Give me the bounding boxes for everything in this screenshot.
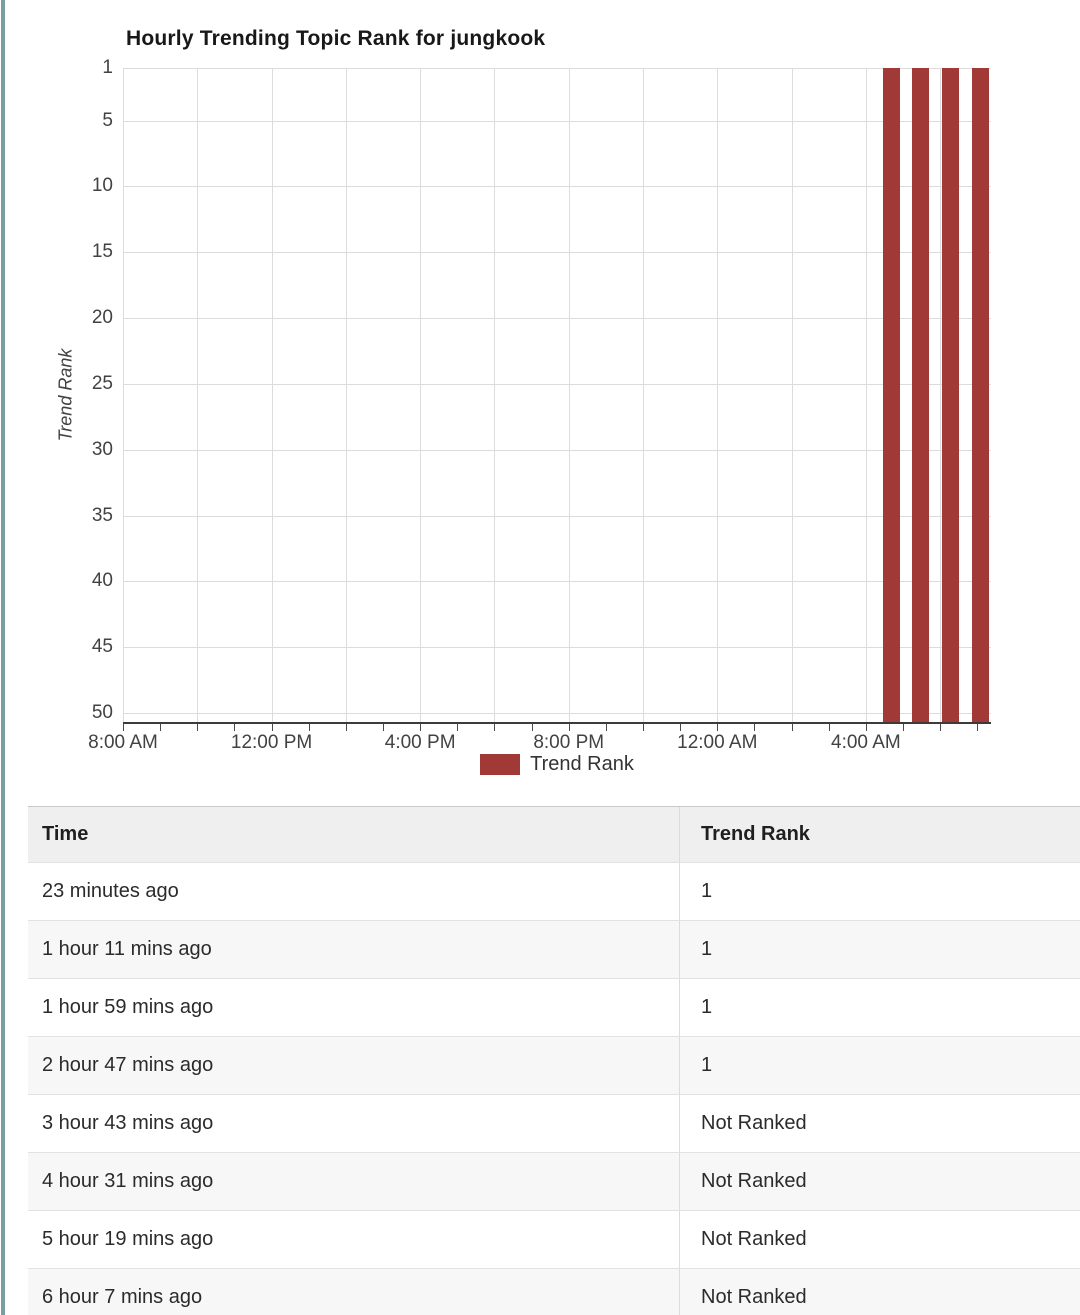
horizontal-gridline xyxy=(123,121,991,122)
vertical-gridline xyxy=(643,68,644,722)
y-axis-tick-label: 1 xyxy=(102,57,113,78)
x-axis-tick-label: 8:00 PM xyxy=(533,732,605,753)
horizontal-gridline xyxy=(123,647,991,648)
table-cell-time: 6 hour 7 mins ago xyxy=(42,1286,203,1308)
trend-rank-table xyxy=(28,806,1080,1315)
x-axis-tick-mark xyxy=(717,724,718,731)
horizontal-gridline xyxy=(123,384,991,385)
table-cell-trend-rank: Not Ranked xyxy=(679,1095,1080,1152)
table-row xyxy=(28,979,1080,1037)
table-cell-trend-rank: 1 xyxy=(679,863,1080,920)
y-axis-tick-label: 10 xyxy=(91,175,113,197)
chart-legend[interactable] xyxy=(123,753,991,776)
y-axis-tick-label: 5 xyxy=(102,109,113,131)
trend-rank-bar[interactable] xyxy=(972,68,989,722)
x-axis-tick-mark xyxy=(160,724,161,731)
x-axis-tick-mark xyxy=(494,724,495,731)
table-row xyxy=(28,863,1080,921)
x-axis-tick-mark xyxy=(754,724,755,731)
vertical-gridline xyxy=(420,68,421,722)
y-axis-tick-label: 50 xyxy=(91,701,113,723)
vertical-gridline xyxy=(569,68,570,722)
vertical-gridline xyxy=(123,68,124,722)
table-cell-time: 3 hour 43 mins ago xyxy=(42,1112,214,1134)
x-axis-tick-mark xyxy=(346,724,347,731)
y-axis-tick-label: 45 xyxy=(91,636,113,658)
horizontal-gridline xyxy=(123,186,991,187)
x-axis-tick-label: 12:00 AM xyxy=(677,732,758,753)
y-axis-tick-label: 35 xyxy=(91,504,113,526)
table-header-time: Time xyxy=(42,823,89,845)
horizontal-gridline xyxy=(123,68,991,69)
y-axis-tick-label: 20 xyxy=(91,307,113,329)
vertical-gridline xyxy=(494,68,495,722)
table-row xyxy=(28,1037,1080,1095)
x-axis-tick-mark xyxy=(569,724,570,731)
horizontal-gridline xyxy=(123,713,991,714)
y-axis-tick-label: 40 xyxy=(91,570,113,592)
x-axis-tick-mark xyxy=(234,724,235,731)
x-axis-tick-mark xyxy=(606,724,607,731)
vertical-gridline xyxy=(197,68,198,722)
table-cell-trend-rank: 1 xyxy=(679,979,1080,1036)
table-cell-trend-rank: Not Ranked xyxy=(679,1211,1080,1268)
table-cell-time: 2 hour 47 mins ago xyxy=(42,1054,214,1076)
vertical-gridline xyxy=(717,68,718,722)
x-axis-tick-mark xyxy=(940,724,941,731)
vertical-gridline xyxy=(346,68,347,722)
x-axis-tick-mark xyxy=(197,724,198,731)
x-axis-tick-mark xyxy=(643,724,644,731)
x-axis-tick-mark xyxy=(866,724,867,731)
x-axis-tick-mark xyxy=(123,724,124,731)
table-header-trend-rank: Trend Rank xyxy=(679,807,1080,862)
x-axis-tick-mark xyxy=(309,724,310,731)
table-row xyxy=(28,1269,1080,1315)
table-cell-time: 23 minutes ago xyxy=(42,880,179,902)
x-axis-tick-mark xyxy=(532,724,533,731)
trend-rank-bar[interactable] xyxy=(912,68,929,722)
horizontal-gridline xyxy=(123,450,991,451)
vertical-gridline xyxy=(940,68,941,722)
horizontal-gridline xyxy=(123,581,991,582)
x-axis-tick-mark xyxy=(383,724,384,731)
x-axis-tick-mark xyxy=(272,724,273,731)
table-cell-time: 4 hour 31 mins ago xyxy=(42,1170,214,1192)
x-axis-tick-mark xyxy=(903,724,904,731)
table-row xyxy=(28,1211,1080,1269)
chart-plot-area xyxy=(123,68,991,724)
x-axis-tick-label: 8:00 AM xyxy=(88,732,158,753)
table-cell-trend-rank: Not Ranked xyxy=(679,1153,1080,1210)
trend-rank-bar[interactable] xyxy=(942,68,959,722)
legend-label: Trend Rank xyxy=(530,753,634,775)
table-cell-trend-rank: 1 xyxy=(679,921,1080,978)
table-header-row xyxy=(28,807,1080,863)
y-axis-tick-label: 15 xyxy=(91,241,113,263)
x-axis-tick-label: 4:00 AM xyxy=(831,732,901,753)
table-row xyxy=(28,1153,1080,1211)
y-axis-tick-label: 30 xyxy=(91,438,113,460)
x-axis-tick-label: 12:00 PM xyxy=(230,732,313,753)
vertical-gridline xyxy=(272,68,273,722)
legend-swatch-icon xyxy=(480,754,520,775)
vertical-gridline xyxy=(792,68,793,722)
table-cell-trend-rank: Not Ranked xyxy=(679,1269,1080,1315)
x-axis-tick-mark xyxy=(420,724,421,731)
table-row xyxy=(28,921,1080,979)
y-axis-title: Trend Rank xyxy=(55,348,76,442)
x-axis-tick-mark xyxy=(829,724,830,731)
table-cell-time: 5 hour 19 mins ago xyxy=(42,1228,214,1250)
horizontal-gridline xyxy=(123,252,991,253)
chart-title: Hourly Trending Topic Rank for jungkook xyxy=(126,27,546,50)
table-cell-time: 1 hour 59 mins ago xyxy=(42,996,214,1018)
x-axis-tick-mark xyxy=(977,724,978,731)
trend-rank-bar[interactable] xyxy=(883,68,900,722)
y-axis-tick-label: 25 xyxy=(91,372,113,394)
vertical-gridline xyxy=(866,68,867,722)
x-axis-tick-label: 4:00 PM xyxy=(384,732,456,753)
table-row xyxy=(28,1095,1080,1153)
table-cell-trend-rank: 1 xyxy=(679,1037,1080,1094)
horizontal-gridline xyxy=(123,516,991,517)
horizontal-gridline xyxy=(123,318,991,319)
x-axis-tick-mark xyxy=(792,724,793,731)
x-axis-tick-mark xyxy=(457,724,458,731)
x-axis-tick-mark xyxy=(680,724,681,731)
table-cell-time: 1 hour 11 mins ago xyxy=(42,938,212,960)
